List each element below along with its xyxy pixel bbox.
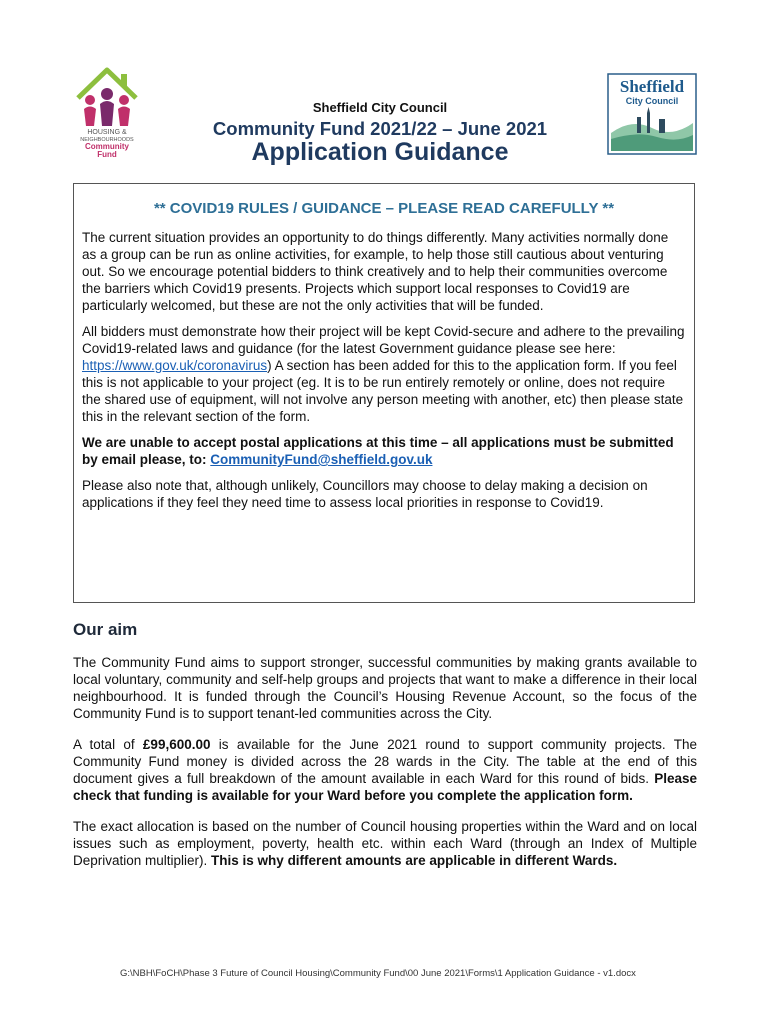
sheffield-city-council-logo [607,73,697,155]
gov-coronavirus-link[interactable]: https://www.gov.uk/coronavirus [82,358,268,373]
svg-text:Sheffield: Sheffield [619,77,685,96]
fund-title: Community Fund 2021/22 – June 2021 [212,118,548,139]
covid-paragraph-2: All bidders must demonstrate how their project will be kept Covid-secure and adhere to the prevailing Covid19-related laws and guidance (for the latest Government guidance please see here: https://www.gov.uk/coronavirus) A section has been added for this to the application form. If you feel this is not applicable to your project (eg. It is to be run entirely remotely or online, does not require the shared use of equipment, will not involve any person meeting with another, etc) then please state this in the relevant section of the form. [82,324,685,424]
community-fund-email-link[interactable]: CommunityFund@sheffield.gov.uk [210,452,433,467]
svg-text:NEIGHBOURHOODS: NEIGHBOURHOODS [80,137,134,143]
aim-paragraph-3: The exact allocation is based on the number of Council housing properties within the Ward and on local issues such as employment, poverty, health etc. within each Ward (through an Index of Multiple Deprivation multiplier). This is why different amounts are applicable in different Wards. [73,819,697,868]
total-amount: £99,600.00 [142,737,211,752]
page-title: Application Guidance [251,138,509,166]
covid-guidance-box [73,183,695,603]
organisation-name: Sheffield City Council [312,100,448,115]
covid-paragraph-4: Please also note that, although unlikely, Councillors may choose to delay making a decision on applications if they feel they need time to assess local priorities in response to Covid19. [82,478,648,510]
covid-paragraph-1: The current situation provides an opportunity to do things differently. Many activities normally done as a group can be run as online activities, for example, to help those still cautious about venturing out. So we encourage potential bidders to think creatively and to help their communities overcome the barriers which Covid19 presents. Projects which support local responses to Covid19 are particularly welcomed, but these are not the only activities that will be funded. [82,230,669,313]
our-aim-heading: Our aim [73,620,138,639]
document-path-footer: G:\NBH\FoCH\Phase 3 Future of Council Housing\Community Fund\00 June 2021\Forms\1 Application Guidance - v1.docx [120,968,636,979]
covid-email-notice: We are unable to accept postal applications at this time – all applications must be submitted by email please, to: CommunityFund@sheffield.gov.uk [82,435,674,467]
aim-paragraph-1: The Community Fund aims to support stronger, successful communities by making grants available to local voluntary, community and self-help groups and projects that want to make a difference in their local neighbourhood. It is funded through the Council’s Housing Revenue Account, so the focus of the Community Fund is to support tenant-led communities across the City. [73,655,697,721]
covid-title: ** COVID19 RULES / GUIDANCE – PLEASE READ CAREFULLY ** [153,200,615,217]
svg-text:Fund: Fund [97,150,117,159]
svg-text:HOUSING &: HOUSING & [87,129,127,136]
aim-paragraph-2: A total of £99,600.00 is available for the June 2021 round to support community projects. The Community Fund money is divided across the 28 wards in the City. The table at the end of this document gives a full breakdown of the amount available in each Ward for this round of bids. Please check that funding is available for your Ward before you complete the application form. [73,737,697,803]
community-fund-logo [72,64,142,160]
our-aim-section [73,620,697,883]
svg-text:Community: Community [85,142,129,151]
svg-text:City Council: City Council [625,96,679,106]
